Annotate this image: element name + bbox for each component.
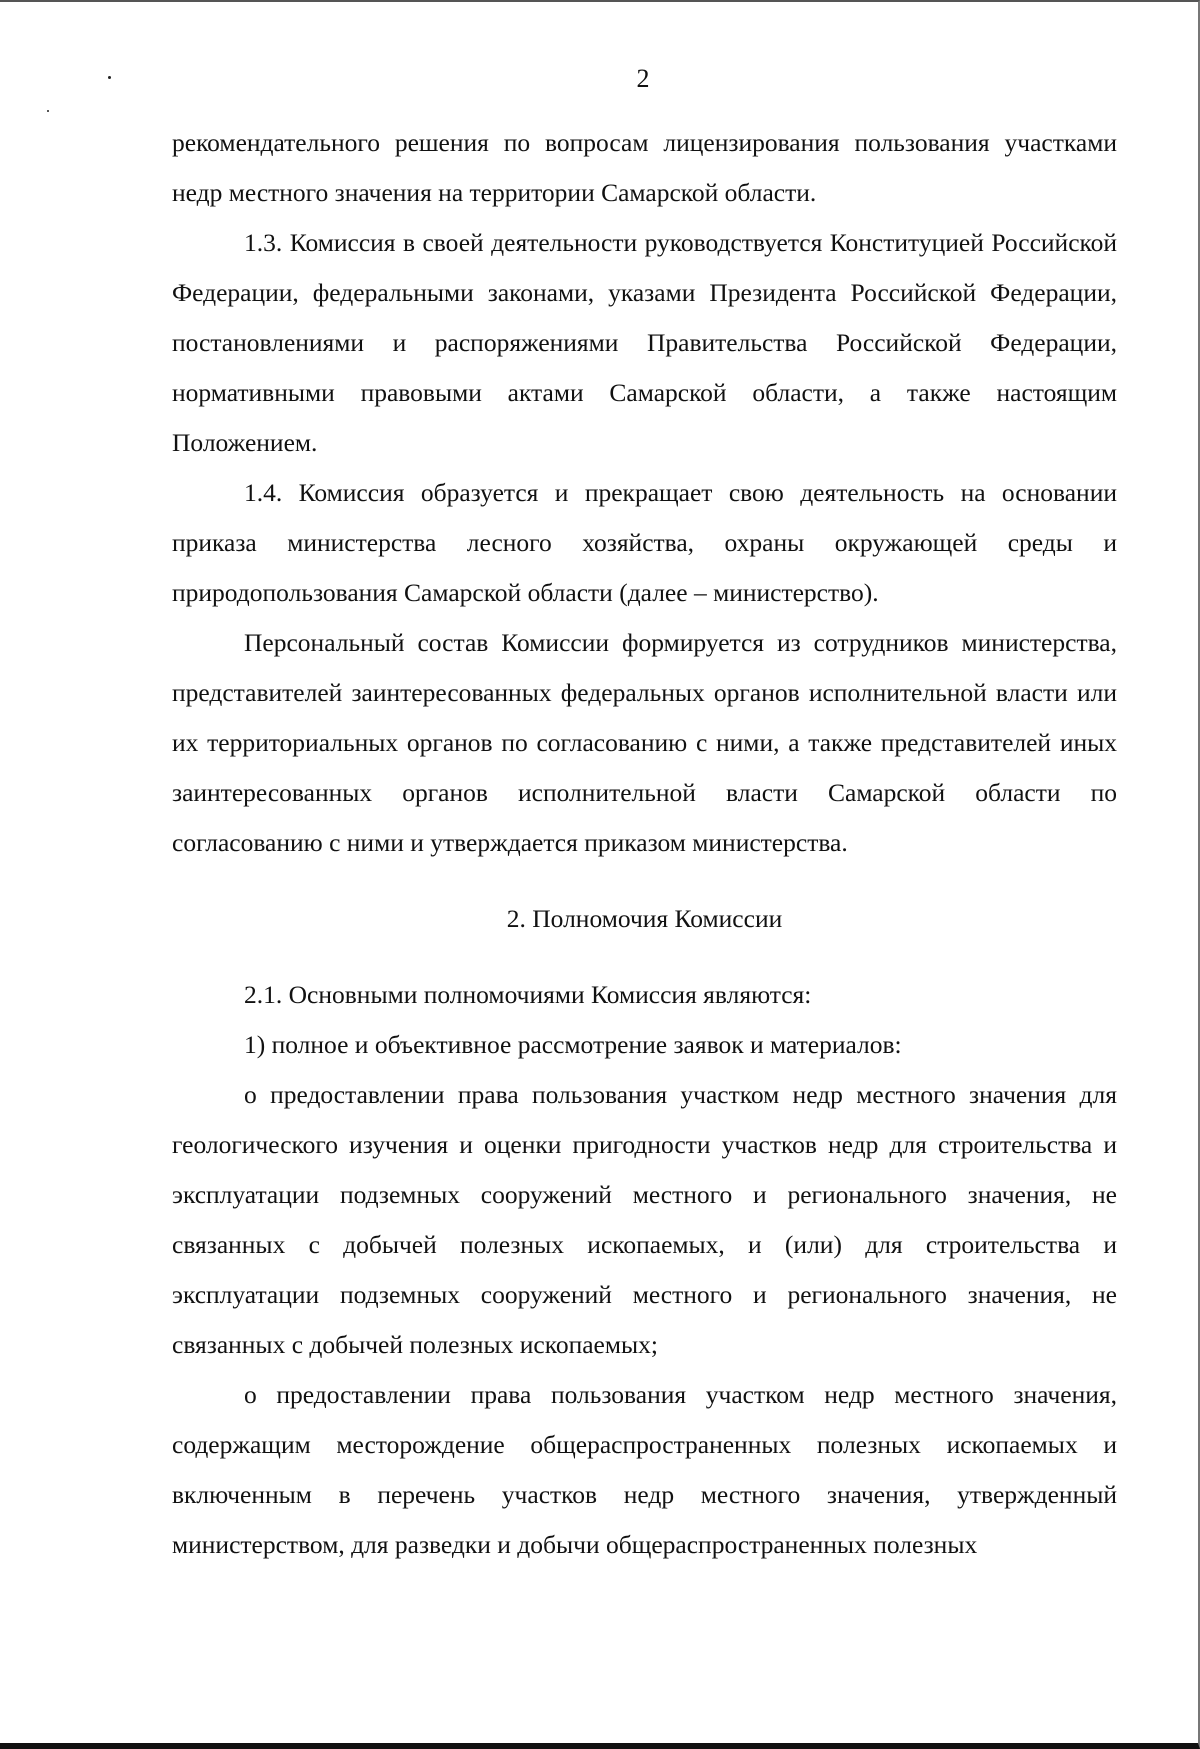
page-number: 2	[636, 64, 650, 93]
section-heading: 2. Полномочия Комиссии	[506, 904, 783, 933]
scan-speck	[47, 110, 49, 112]
paragraph-personal-composition: Персональный состав Комиссии формируется из сотрудников министерства, представителей заинтересованных федеральных органов исполнительной власти или их территориальных органов по согласованию с ними, а также представителей иных заинтересованных органов исполнительной власти Самарской области по согласованию с ними и утверждается приказом министерства.	[172, 628, 1117, 857]
paragraph-exploration-extraction: о предоставлении права пользования участком недр местного значения, содержащим месторождение общераспространенных полезных ископаемых и включенным в перечень участков недр местного значения, утвержденный министерством, для разведки и добычи общераспространенных полезных	[172, 1380, 1117, 1559]
paragraph-1-3: 1.3. Комиссия в своей деятельности руководствуется Конституцией Российской Федерации, федеральными законами, указами Президента Российской Федерации, постановлениями и распоряжениями Правительства Российской Федерации, нормативными правовыми актами Самарской области, а также настоящим Положением.	[172, 228, 1117, 457]
paragraph-item-1: 1) полное и объективное рассмотрение заявок и материалов:	[244, 1030, 902, 1059]
document-body	[172, 118, 1117, 1570]
paragraph-geological-study: о предоставлении права пользования участком недр местного значения для геологического изучения и оценки пригодности участков недр для строительства и эксплуатации подземных сооружений местного и регионального значения, не связанных с добычей полезных ископаемых, и (или) для строительства и эксплуатации подземных сооружений местного и регионального значения, не связанных с добычей полезных ископаемых;	[172, 1080, 1117, 1359]
scan-speck	[108, 76, 111, 79]
paragraph-1-4: 1.4. Комиссия образуется и прекращает свою деятельность на основании приказа министерства лесного хозяйства, охраны окружающей среды и природопользования Самарской области (далее – министерство).	[172, 478, 1117, 607]
paragraph-continuation: рекомендательного решения по вопросам лицензирования пользования участками недр местного значения на территории Самарской области.	[172, 128, 1117, 207]
paragraph-2-1: 2.1. Основными полномочиями Комиссия являются:	[244, 980, 812, 1009]
